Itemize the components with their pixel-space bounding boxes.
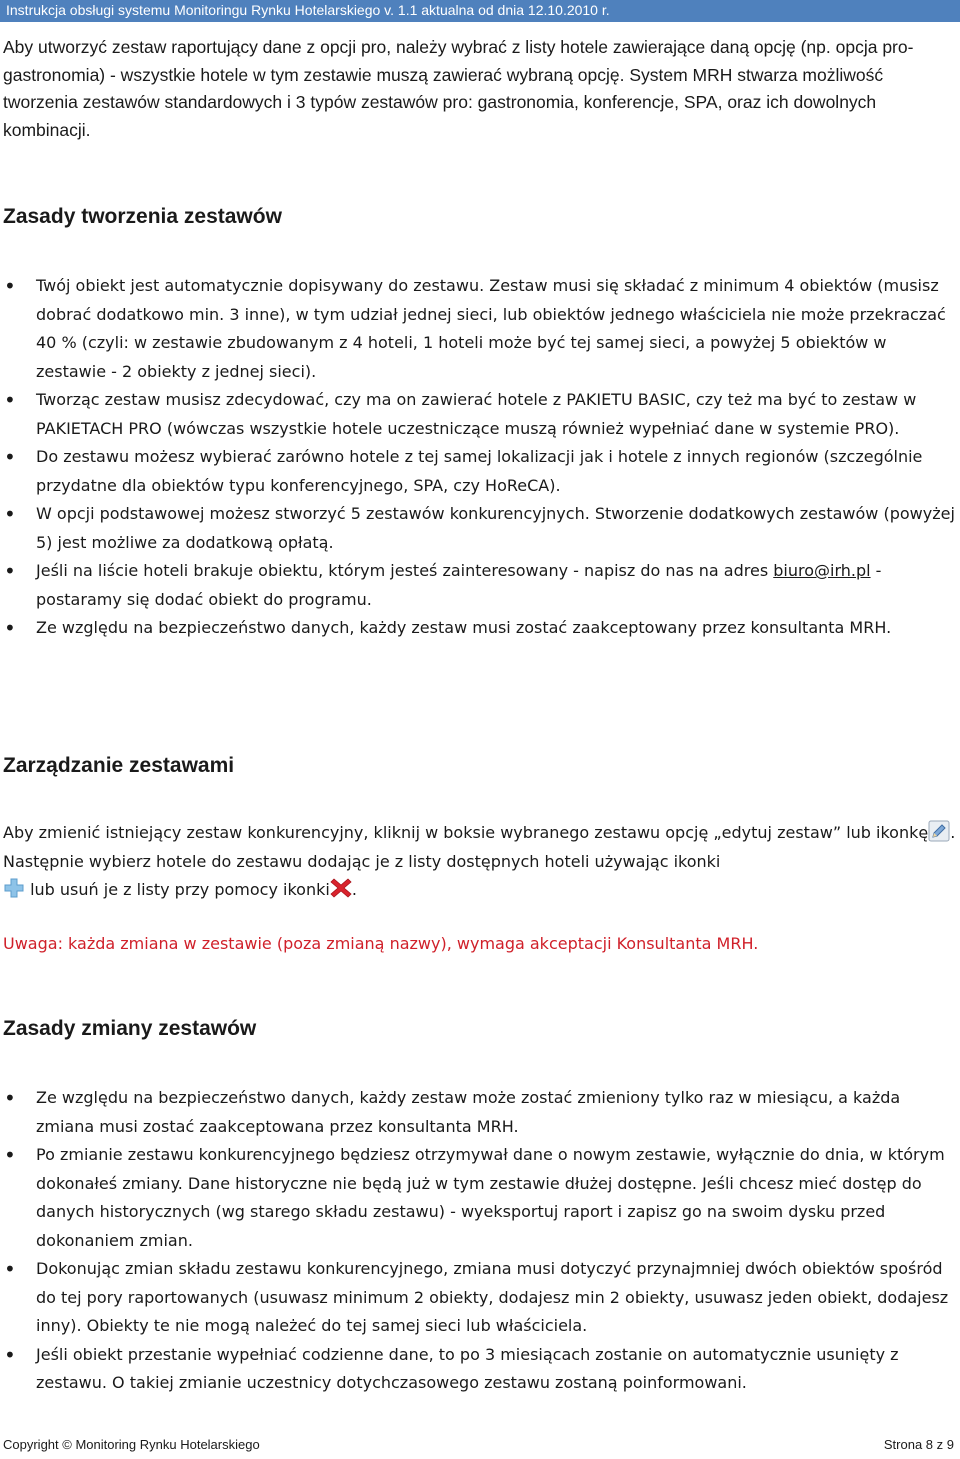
creating-rules-list — [0, 272, 955, 643]
add-icon — [3, 877, 25, 899]
managing-paragraph — [3, 819, 960, 905]
list-item: • Tworząc zestaw musisz zdecydować, czy ma on zawierać hotele z PAKIETU BASIC, czy też ma być to zestaw w PAKIETACH PRO (wówczas wszystkie hotele uczestniczące muszą również wypełniać dane w systemie PRO). — [0, 386, 955, 443]
para-text: Aby zmienić istniejący zestaw konkurencyjny, kliknij w boksie wybranego zestawu opcję „edytuj zestaw” lub ikonkę — [3, 823, 929, 842]
document-footer — [3, 1437, 954, 1452]
item-text: - postaramy się dodać obiekt do programu. — [36, 561, 882, 609]
section-heading-managing: Zarządzanie zestawami — [3, 754, 235, 777]
document-header — [0, 0, 960, 22]
list-item: • W opcji podstawowej możesz stworzyć 5 zestawów konkurencyjnych. Stworzenie dodatkowych zestawów (powyżej 5) jest możliwe za dodatkową opłatą. — [0, 500, 955, 557]
list-item: • Ze względu na bezpieczeństwo danych, każdy zestaw może zostać zmieniony tylko raz w miesiącu, a każda zmiana musi zostać zaakceptowana przez konsultanta MRH. — [0, 1084, 955, 1141]
para-text: . Następnie wybierz hotele do zestawu dodając je z listy dostępnych hoteli używając ikonki — [3, 823, 956, 871]
list-item: • Twój obiekt jest automatycznie dopisywany do zestawu. Zestaw musi się składać z minimum 4 obiektów (musisz dobrać dodatkowo min. 3 inne), w tym udział jednej sieci, lub obiektów jednego właściciela nie może przekraczać 40 % (czyli: w zestawie zbudowanym z 4 hoteli, 1 hoteli może być tej samej sieci, a powyżej 5 obiektów w zestawie - 2 obiekty z jednej sieci). — [0, 272, 955, 386]
edit-icon — [928, 820, 950, 842]
list-item — [0, 557, 955, 614]
header-title: Instrukcja obsługi systemu Monitoringu Rynku Hotelarskiego v. 1.1 aktualna od dnia 12.10.2010 r. — [6, 2, 610, 18]
section-heading-changing: Zasady zmiany zestawów — [3, 1017, 257, 1040]
list-item: • Po zmianie zestawu konkurencyjnego będziesz otrzymywał dane o nowym zestawie, wyłącznie do dnia, w którym dokonałeś zmiany. Dane historyczne nie będą już w tym zestawie dłużej dostępne. Jeśli chcesz mieć dostęp do danych historycznych (wg starego składu zestawu) - wyeksportuj raport i zapisz go na swoim dysku przed dokonaniem zmian. — [0, 1141, 955, 1255]
footer-copyright: Copyright © Monitoring Rynku Hotelarskiego — [3, 1437, 260, 1452]
list-item: • Dokonując zmian składu zestawu konkurencyjnego, zmiana musi dotyczyć przynajmniej dwóch obiektów spośród do tej pory raportowanych (usuwasz minimum 2 obiekty, dodajesz min 2 obiekty, usuwasz jeden obiekt, dodajesz inny). Obiekty te nie mogą należeć do tej samej sieci lub właściciela. — [0, 1255, 955, 1341]
para-text: . — [351, 880, 357, 899]
footer-page-number: Strona 8 z 9 — [883, 1437, 954, 1452]
remove-icon — [330, 877, 352, 899]
changing-rules-list — [0, 1084, 955, 1398]
intro-paragraph: Aby utworzyć zestaw raportujący dane z opcji pro, należy wybrać z listy hotele zawierające daną opcję (np. opcja pro-gastronomia) - wszystkie hotele w tym zestawie muszą zawierać wybraną opcję. System MRH stwarza możliwość tworzenia zestawów standardowych i 3 typów zestawów pro: gastronomia, konferencje, SPA, oraz ich dowolnych kombinacji. — [3, 37, 914, 140]
list-item: • Ze względu na bezpieczeństwo danych, każdy zestaw musi zostać zaakceptowany przez konsultanta MRH. — [0, 614, 955, 643]
para-text: lub usuń je z listy przy pomocy ikonki — [25, 880, 330, 899]
item-text: Jeśli na liście hoteli brakuje obiektu, którym jesteś zainteresowany - napisz do nas na adres — [36, 561, 774, 580]
section-heading-creating: Zasady tworzenia zestawów — [3, 205, 282, 228]
list-item: • Do zestawu możesz wybierać zarówno hotele z tej samej lokalizacji jak i hotele z innych regionów (szczególnie przydatne dla obiektów typu konferencyjnego, SPA, czy HoReCA). — [0, 443, 955, 500]
email-link[interactable]: biuro@irh.pl — [773, 561, 871, 580]
list-item: • Jeśli obiekt przestanie wypełniać codzienne dane, to po 3 miesiącach zostanie on automatycznie usunięty z zestawu. O takiej zmianie uczestnicy dotychczasowego zestawu zostaną poinformowani. — [0, 1341, 955, 1398]
warning-text: Uwaga: każda zmiana w zestawie (poza zmianą nazwy), wymaga akceptacji Konsultanta MRH. — [3, 934, 759, 953]
